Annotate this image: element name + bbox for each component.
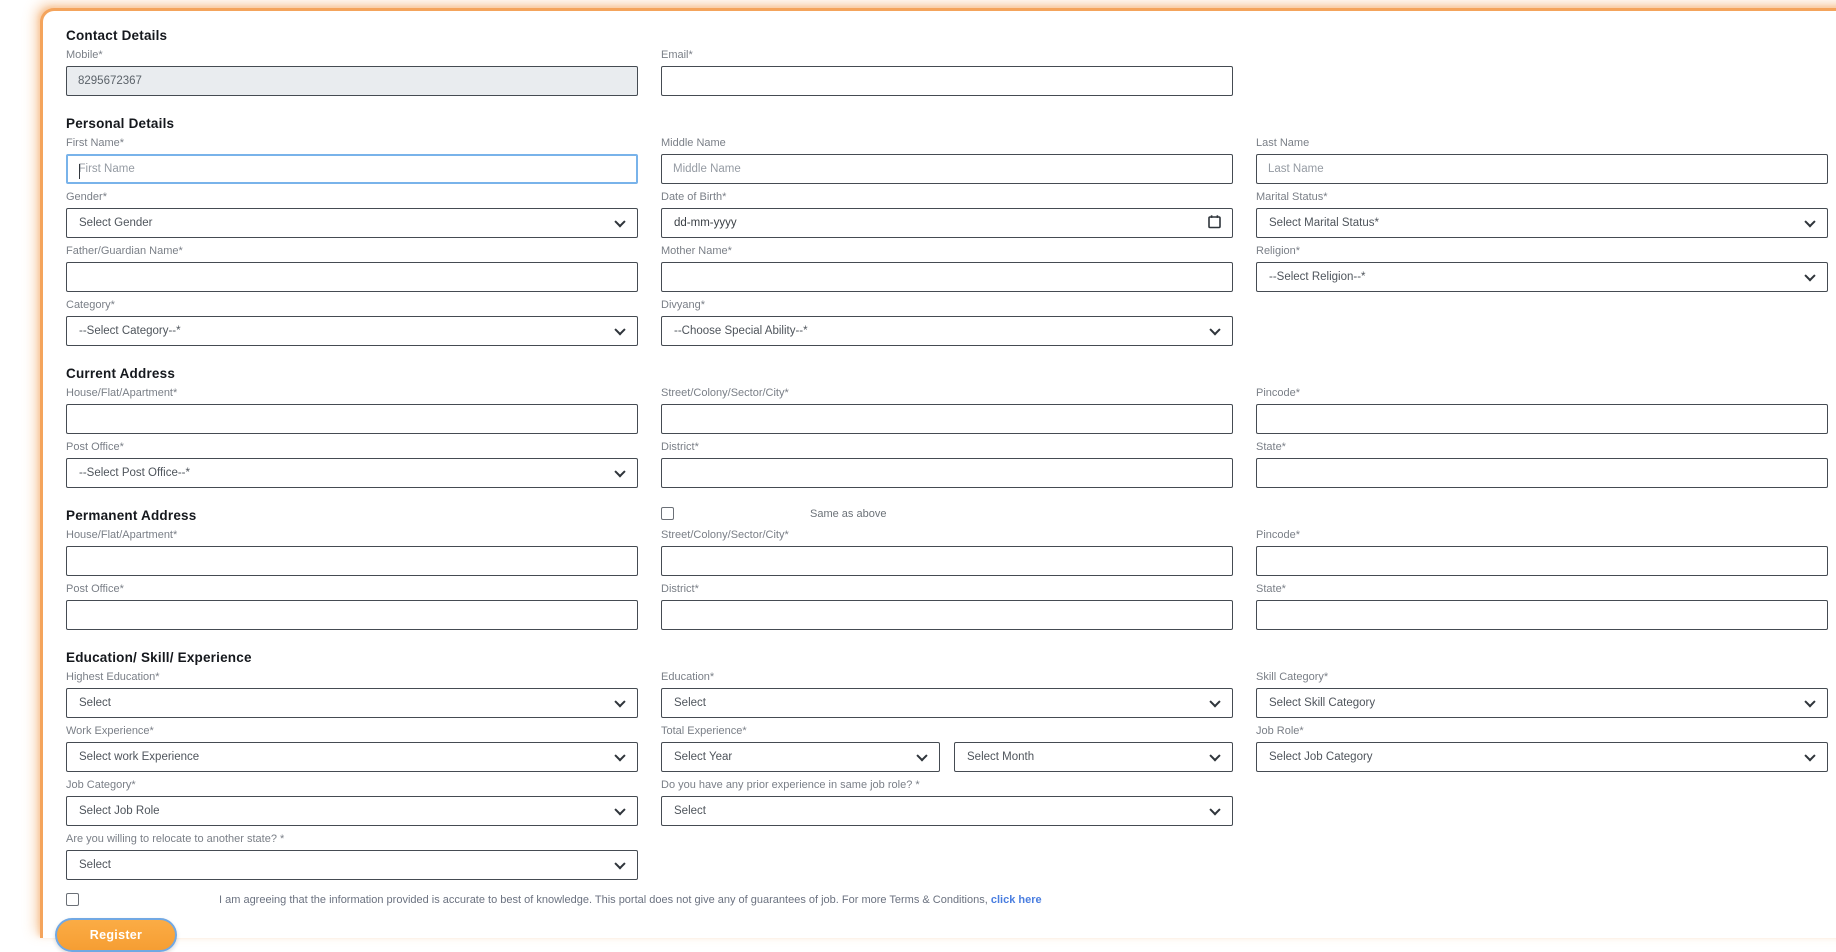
chevron-down-icon xyxy=(1209,696,1220,707)
religion-select-value: --Select Religion--* xyxy=(1269,271,1366,283)
registration-form-card xyxy=(40,8,1836,942)
chevron-down-icon xyxy=(1804,270,1815,281)
skill-category-select-value: Select Skill Category xyxy=(1269,697,1376,709)
chevron-down-icon xyxy=(614,750,625,761)
permanent-street-label: Street/Colony/Sector/City* xyxy=(661,529,789,541)
current-district-field[interactable] xyxy=(661,458,1233,488)
last-name-field[interactable] xyxy=(1256,154,1828,184)
agreement-checkbox[interactable] xyxy=(66,893,79,906)
divyang-select-value: --Choose Special Ability--* xyxy=(674,325,808,337)
current-pincode-field[interactable] xyxy=(1256,404,1828,434)
current-post-office-select[interactable] xyxy=(66,458,638,488)
current-state-label: State* xyxy=(1256,441,1286,453)
personal-row-1 xyxy=(66,137,1836,191)
chevron-down-icon xyxy=(614,216,625,227)
chevron-down-icon xyxy=(1209,750,1220,761)
permanent-district-field[interactable] xyxy=(661,600,1233,630)
permanent-district-label: District* xyxy=(661,583,699,595)
current-state-field-group xyxy=(1256,441,1828,488)
marital-status-select-value: Select Marital Status* xyxy=(1269,217,1379,229)
job-role-label: Job Role* xyxy=(1256,725,1304,737)
contact-row xyxy=(66,49,1836,103)
job-category-select[interactable] xyxy=(66,796,638,826)
chevron-down-icon xyxy=(1804,750,1815,761)
current-street-field[interactable] xyxy=(661,404,1233,434)
same-as-above-group xyxy=(661,498,1233,529)
email-field-group xyxy=(661,49,1233,96)
mother-name-field-group xyxy=(661,245,1233,292)
permanent-address-row-1 xyxy=(66,529,1836,583)
last-name-label: Last Name xyxy=(1256,137,1310,149)
category-label: Category* xyxy=(66,299,115,311)
father-name-label: Father/Guardian Name* xyxy=(66,245,183,257)
permanent-pincode-field-group xyxy=(1256,529,1828,576)
religion-select[interactable] xyxy=(1256,262,1828,292)
work-experience-select-value: Select work Experience xyxy=(79,751,200,763)
current-address-row-1 xyxy=(66,387,1836,441)
personal-row-2 xyxy=(66,191,1836,245)
chevron-down-icon xyxy=(614,804,625,815)
experience-year-select-value: Select Year xyxy=(674,751,733,763)
job-category-select-value: Select Job Role xyxy=(79,805,160,817)
education-row-4 xyxy=(66,833,1836,887)
permanent-state-label: State* xyxy=(1256,583,1286,595)
education-label: Education* xyxy=(661,671,715,683)
permanent-post-office-label: Post Office* xyxy=(66,583,124,595)
chevron-down-icon xyxy=(1804,216,1815,227)
category-field-group xyxy=(66,299,638,346)
gender-select[interactable] xyxy=(66,208,638,238)
permanent-state-field-group xyxy=(1256,583,1828,630)
last-name-field-group xyxy=(1256,137,1828,184)
dob-label: Date of Birth* xyxy=(661,191,727,203)
current-state-field[interactable] xyxy=(1256,458,1828,488)
register-button[interactable]: Register xyxy=(55,918,177,952)
divyang-field-group xyxy=(661,299,1233,346)
permanent-pincode-field[interactable] xyxy=(1256,546,1828,576)
first-name-field[interactable] xyxy=(66,154,638,184)
relocate-field-group xyxy=(66,833,638,880)
father-name-field-group xyxy=(66,245,638,292)
permanent-address-heading: Permanent Address xyxy=(66,508,197,523)
skill-category-select[interactable] xyxy=(1256,688,1828,718)
prior-experience-field-group xyxy=(661,779,1233,826)
permanent-state-field[interactable] xyxy=(1256,600,1828,630)
first-name-field-group xyxy=(66,137,638,184)
experience-year-select[interactable] xyxy=(661,742,940,772)
category-select[interactable] xyxy=(66,316,638,346)
same-as-above-label: Same as above xyxy=(810,507,887,520)
education-row-2 xyxy=(66,725,1836,779)
divyang-label: Divyang* xyxy=(661,299,706,311)
mother-name-label: Mother Name* xyxy=(661,245,732,257)
permanent-house-label: House/Flat/Apartment* xyxy=(66,529,178,541)
first-name-label: First Name* xyxy=(66,137,125,149)
education-row-1 xyxy=(66,671,1836,725)
current-post-office-field-group xyxy=(66,441,638,488)
gender-field-group xyxy=(66,191,638,238)
current-house-label: House/Flat/Apartment* xyxy=(66,387,178,399)
permanent-address-heading-row xyxy=(66,495,1836,529)
father-name-field[interactable] xyxy=(66,262,638,292)
prior-experience-select-value: Select xyxy=(674,805,706,817)
education-heading: Education/ Skill/ Experience xyxy=(66,650,252,665)
relocate-label: Are you willing to relocate to another state? * xyxy=(66,833,285,845)
education-select-value: Select xyxy=(674,697,706,709)
agreement-group xyxy=(66,893,1836,906)
mobile-label: Mobile* xyxy=(66,49,103,61)
total-experience-label: Total Experience* xyxy=(661,725,747,737)
education-select[interactable] xyxy=(661,688,1233,718)
relocate-select[interactable] xyxy=(66,850,638,880)
job-category-field-group xyxy=(66,779,638,826)
personal-details-heading: Personal Details xyxy=(66,116,175,131)
education-field-group xyxy=(661,671,1233,718)
gender-label: Gender* xyxy=(66,191,107,203)
same-as-above-checkbox[interactable] xyxy=(661,507,674,520)
current-street-label: Street/Colony/Sector/City* xyxy=(661,387,789,399)
work-experience-label: Work Experience* xyxy=(66,725,154,737)
skill-category-field-group xyxy=(1256,671,1828,718)
current-address-row-2 xyxy=(66,441,1836,495)
current-house-field-group xyxy=(66,387,638,434)
skill-category-label: Skill Category* xyxy=(1256,671,1329,683)
contact-details-heading: Contact Details xyxy=(66,28,168,43)
current-district-label: District* xyxy=(661,441,699,453)
chevron-down-icon xyxy=(614,466,625,477)
job-category-label: Job Category* xyxy=(66,779,136,791)
permanent-address-row-2 xyxy=(66,583,1836,637)
marital-status-label: Marital Status* xyxy=(1256,191,1328,203)
job-role-select-value: Select Job Category xyxy=(1269,751,1373,763)
email-label: Email* xyxy=(661,49,693,61)
religion-field-group xyxy=(1256,245,1828,292)
terms-link[interactable]: click here xyxy=(990,893,1042,906)
job-role-select[interactable] xyxy=(1256,742,1828,772)
relocate-select-value: Select xyxy=(79,859,111,871)
education-row-3 xyxy=(66,779,1836,833)
job-role-field-group xyxy=(1256,725,1828,772)
experience-month-select[interactable] xyxy=(954,742,1233,772)
religion-label: Religion* xyxy=(1256,245,1301,257)
permanent-street-field-group xyxy=(661,529,1233,576)
current-post-office-select-value: --Select Post Office--* xyxy=(79,467,190,479)
mother-name-field[interactable] xyxy=(661,262,1233,292)
permanent-post-office-field[interactable] xyxy=(66,600,638,630)
chevron-down-icon xyxy=(614,858,625,869)
prior-experience-select[interactable] xyxy=(661,796,1233,826)
permanent-house-field[interactable] xyxy=(66,546,638,576)
category-select-value: --Select Category--* xyxy=(79,325,181,337)
work-experience-field-group xyxy=(66,725,638,772)
permanent-post-office-field-group xyxy=(66,583,638,630)
dob-placeholder: dd-mm-yyyy xyxy=(674,217,737,229)
personal-row-4 xyxy=(66,299,1836,353)
marital-status-select[interactable] xyxy=(1256,208,1828,238)
highest-education-select[interactable] xyxy=(66,688,638,718)
current-street-field-group xyxy=(661,387,1233,434)
highest-education-field-group xyxy=(66,671,638,718)
mobile-field xyxy=(66,66,638,96)
highest-education-select-value: Select xyxy=(79,697,111,709)
total-experience-field-group xyxy=(661,725,1233,772)
current-address-heading: Current Address xyxy=(66,366,176,381)
dob-field-group xyxy=(661,191,1233,238)
chevron-down-icon xyxy=(614,696,625,707)
middle-name-field-group xyxy=(661,137,1233,184)
calendar-icon[interactable] xyxy=(1208,215,1221,232)
prior-experience-label: Do you have any prior experience in same job role? * xyxy=(661,779,920,791)
current-house-field[interactable] xyxy=(66,404,638,434)
agreement-text-body: I am agreeing that the information provided is accurate to best of knowledge. This portal does not give any of guarantees of job. For more Terms & Conditions, xyxy=(219,893,991,906)
chevron-down-icon xyxy=(1209,324,1220,335)
personal-row-3 xyxy=(66,245,1836,299)
current-pincode-field-group xyxy=(1256,387,1828,434)
chevron-down-icon xyxy=(1209,804,1220,815)
permanent-house-field-group xyxy=(66,529,638,576)
current-district-field-group xyxy=(661,441,1233,488)
mobile-field-group xyxy=(66,49,638,96)
current-post-office-label: Post Office* xyxy=(66,441,124,453)
chevron-down-icon xyxy=(1804,696,1815,707)
divyang-select[interactable] xyxy=(661,316,1233,346)
dob-field[interactable] xyxy=(661,208,1233,238)
current-pincode-label: Pincode* xyxy=(1256,387,1301,399)
chevron-down-icon xyxy=(916,750,927,761)
gender-select-value: Select Gender xyxy=(79,217,153,229)
permanent-district-field-group xyxy=(661,583,1233,630)
permanent-street-field[interactable] xyxy=(661,546,1233,576)
chevron-down-icon xyxy=(614,324,625,335)
marital-status-field-group xyxy=(1256,191,1828,238)
text-caret xyxy=(79,164,80,179)
email-field[interactable] xyxy=(661,66,1233,96)
highest-education-label: Highest Education* xyxy=(66,671,160,683)
permanent-pincode-label: Pincode* xyxy=(1256,529,1301,541)
middle-name-field[interactable] xyxy=(661,154,1233,184)
middle-name-label: Middle Name xyxy=(661,137,726,149)
work-experience-select[interactable] xyxy=(66,742,638,772)
experience-month-select-value: Select Month xyxy=(967,751,1035,763)
